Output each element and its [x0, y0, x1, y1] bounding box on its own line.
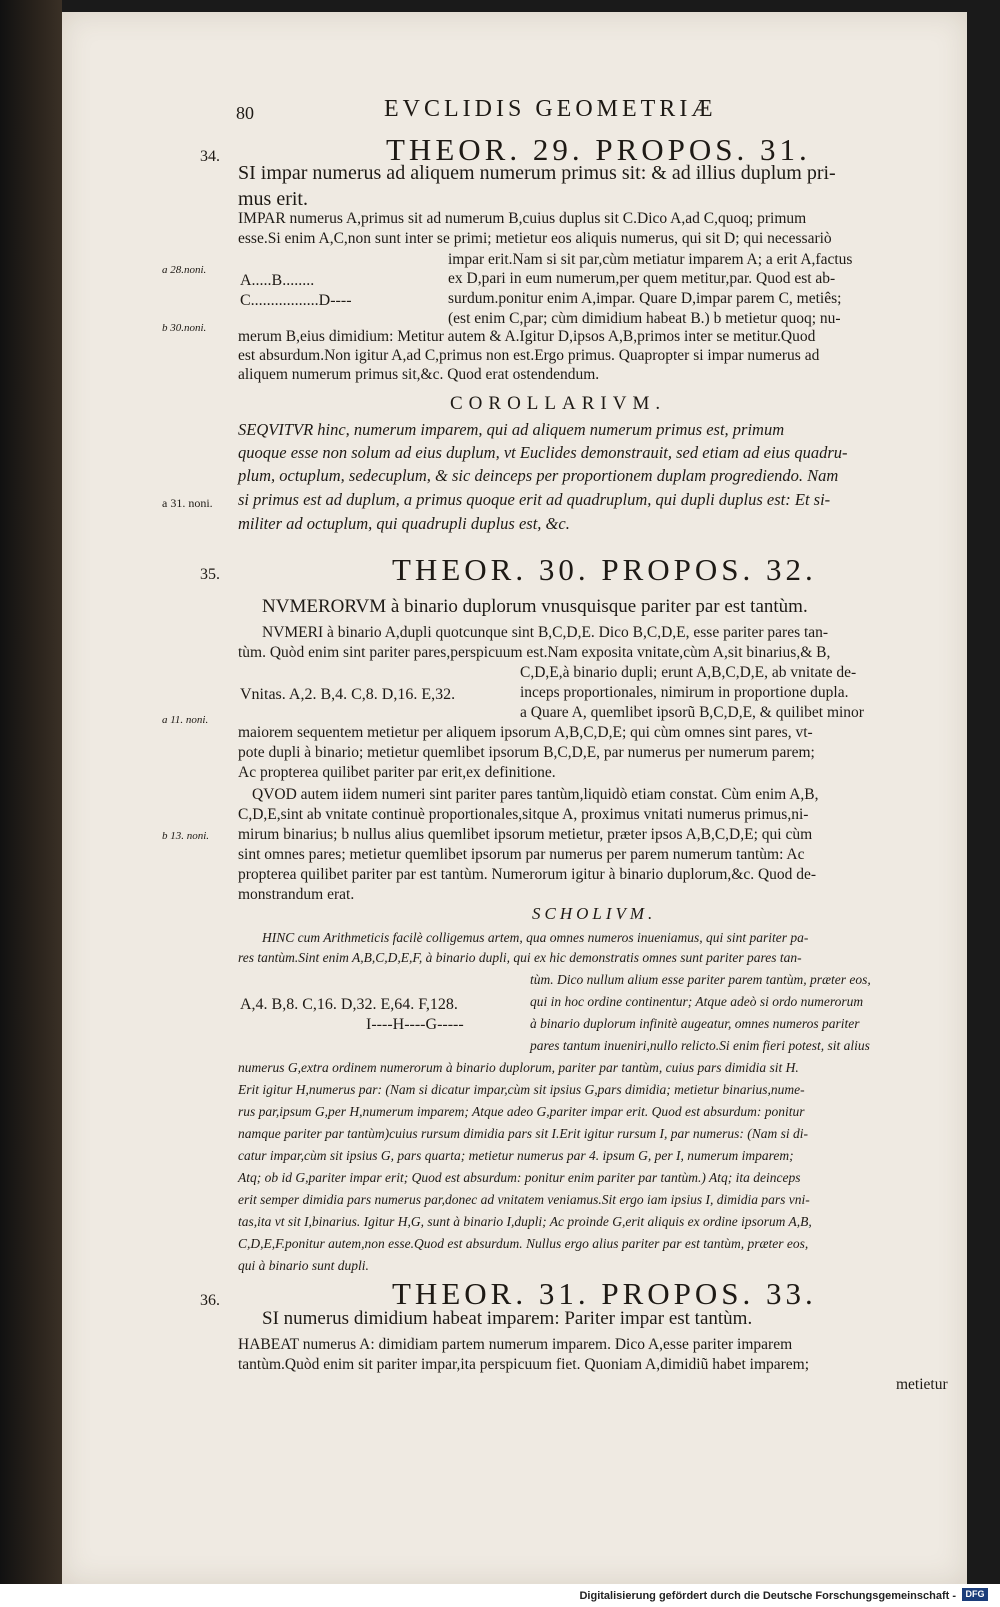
scholium-line: Erit igitur H,numerus par: (Nam si dicatur impar,cùm sit ipsius G,pars dimidia; metietur binarius,nume-	[238, 1082, 805, 1097]
proof-line: ex D,pari in eum numerum,per quem metitur,par. Quod est ab-	[448, 270, 836, 287]
proof-line: IMPAR numerus A,primus sit ad numerum B,cuius duplus sit C.Dico A,ad C,quoq; primum	[238, 210, 807, 227]
scholium-line: namque pariter par tantùm)cuius rursum dimidia pars sit I.Erit igitur rursum I, par numerus: (Nam si di-	[238, 1126, 809, 1141]
margin-note: a 28.noni.	[162, 264, 207, 276]
margin-note: b 30.noni.	[162, 322, 207, 334]
proof-line: HABEAT numerus A: dimidiam partem numerum imparem. Dico A,esse pariter imparem	[238, 1336, 793, 1353]
section-heading: THEOR. 29. PROPOS. 31.	[386, 132, 811, 167]
proof-line: surdum.ponitur enim A,impar. Quare D,impar parem C, metiês;	[448, 290, 842, 307]
section-number: 36.	[200, 1292, 220, 1309]
scholium-line: erit semper dimidia pars numerus par,donec ad vnitatem veniamus.Sit ergo iam ipsius I, dimidia pars vni-	[238, 1192, 810, 1207]
proof-line: inceps proportionales, nimirum in proportione dupla.	[520, 684, 849, 701]
scholium-line: qui in hoc ordine continentur; Atque adeò si ordo numerorum	[530, 994, 864, 1009]
scholium-line: HINC cum Arithmeticis facilè colligemus artem, qua omnes numeros inueniamus, qui sint pariter pa-	[262, 930, 809, 945]
margin-note: a 11. noni.	[162, 714, 209, 726]
enunciation-line: mus erit.	[238, 188, 308, 210]
section-number: 35.	[200, 566, 220, 583]
scholium-line: rus par,ipsum G,per H,numerum imparem; Atque adeo G,pariter impar erit. Quod est absurdum: ponitur	[238, 1104, 805, 1119]
proof-line: propterea quilibet pariter par est tantùm. Numerorum igitur à binario duplorum,&c. Quod de-	[238, 866, 817, 883]
running-head: EVCLIDIS GEOMETRIÆ	[384, 96, 717, 122]
corollary-line: si primus est ad duplum, a primus quoque erit ad quadruplum, qui dupli duplus est: Et si-	[238, 490, 831, 509]
scholium-line: Atq; ob id G,pariter impar erit; Quod est absurdum: ponitur enim pariter par tantùm.) Atq; ita deinceps	[238, 1170, 801, 1185]
proof-line: mirum binarius; b nullus alius quemlibet ipsorum metietur, præter ipsos A,B,C,D,E; qui cùm	[238, 826, 813, 843]
proof-line: pote dupli à binario; metietur quemlibet ipsorum B,C,D,E, par numerus per numerum parem;	[238, 744, 815, 761]
proof-line: C,D,E,sint ab vnitate continuè proportionales,sitque A, proximus vnitati numerus primus,ni-	[238, 806, 809, 823]
proof-line: NVMERI à binario A,dupli quotcunque sint B,C,D,E. Dico B,C,D,E, esse pariter pares tan-	[262, 624, 829, 641]
proof-line: est absurdum.Non igitur A,ad C,primus non est.Ergo primus. Quapropter si impar numerus ad	[238, 347, 820, 364]
catchword: metietur	[896, 1376, 948, 1393]
proof-line: a Quare A, quemlibet ipsorũ B,C,D,E, & quilibet minor	[520, 704, 864, 721]
page-number: 80	[236, 103, 254, 123]
proof-line: tùm. Quòd enim sint pariter pares,perspicuum est.Nam exposita vnitate,cùm A,sit binarius,& B,	[238, 644, 831, 661]
corollary-line: quoque esse non solum ad eius duplum, vt Euclides demonstrauit, sed etiam ad eius quadru-	[238, 443, 848, 462]
footer-credit: Digitalisierung gefördert durch die Deutsche Forschungsgemeinschaft -	[579, 1590, 956, 1602]
enunciation-line: SI numerus dimidium habeat imparem: Pariter impar est tantùm.	[262, 1308, 753, 1329]
book-spine-edge	[0, 0, 62, 1607]
diagram-line: Vnitas. A,2. B,4. C,8. D,16. E,32.	[240, 686, 456, 703]
proof-line: Ac propterea quilibet pariter par erit,ex definitione.	[238, 764, 556, 781]
scholium-line: à binario duplorum infinitè augeatur, omnes numeros pariter	[530, 1016, 860, 1031]
scholium-title: SCHOLIVM.	[532, 904, 657, 923]
corollary-line: militer ad octuplum, qui quadrupli duplus est, &c.	[238, 514, 570, 533]
proof-line: aliquem numerum primus sit,&c. Quod erat ostendendum.	[238, 366, 600, 383]
scholium-line: tas,ita vt sit I,binarius. Igitur H,G, sunt à binario I,dupli; Ac proinde G,erit aliquis ex ordine ipsorum A,B,	[238, 1214, 812, 1229]
margin-note: b 13. noni.	[162, 830, 210, 842]
proof-line: impar erit.Nam si sit par,cùm metiatur imparem A; a erit A,factus	[448, 251, 853, 268]
dfg-logo: DFG	[962, 1588, 988, 1601]
proof-line: (est enim C,par; cùm dimidium habeat B.) b metietur quoq; nu-	[448, 310, 841, 327]
proof-line: maiorem sequentem metietur per aliquem ipsorum A,B,C,D,E; qui cùm omnes sint pares, vt-	[238, 724, 813, 741]
section-heading: THEOR. 31. PROPOS. 33.	[392, 1276, 817, 1311]
enunciation-line: SI impar numerus ad aliquem numerum primus sit: & ad illius duplum pri-	[238, 162, 836, 184]
scholium-line: pares tantum inueniri,nullo relicto.Si enim fieri potest, sit alius	[530, 1038, 870, 1053]
diagram-line: C.................D----	[240, 292, 352, 309]
proof-line: sint omnes pares; metietur quemlibet ipsorum par numerus per parem numerum tantùm: Ac	[238, 846, 805, 863]
proof-line: QVOD autem iidem numeri sint pariter pares tantùm,liquidò etiam constat. Cùm enim A,B,	[252, 786, 819, 803]
corollary-line: plum, octuplum, sedecuplum, & sic deinceps per proportionem duplam progrediendo. Nam	[238, 466, 839, 485]
scholium-line: numerus G,extra ordinem numerorum à binario duplorum, pariter par tantùm, cuius pars dimidia sit H.	[238, 1060, 799, 1075]
proof-line: esse.Si enim A,C,non sunt inter se primi; metietur eos aliquis numerus, qui sit D; qui necessariò	[238, 230, 832, 247]
scholium-line: qui à binario sunt dupli.	[238, 1258, 369, 1273]
scholium-line: res tantùm.Sint enim A,B,C,D,E,F, à binario dupli, qui ex hic demonstratis omnes sunt pariter pares tan-	[238, 950, 802, 965]
proof-line: tantùm.Quòd enim sit pariter impar,ita perspicuum fiet. Quoniam A,dimidiũ habet imparem;	[238, 1356, 810, 1373]
corollary-line: SEQVITVR hinc, numerum imparem, qui ad aliquem numerum primus est, primum	[238, 420, 785, 439]
section-heading: THEOR. 30. PROPOS. 32.	[392, 552, 817, 587]
scholium-line: catur impar,cùm sit ipsius G, pars quarta; metietur numerus par 4. ipsum G, per I, numerum imparem;	[238, 1148, 794, 1163]
corollary-title: COROLLARIVM.	[450, 393, 667, 414]
diagram-line: A,4. B,8. C,16. D,32. E,64. F,128.	[240, 996, 458, 1013]
scholium-line: tùm. Dico nullum alium esse pariter parem tantùm, præter eos,	[530, 972, 871, 987]
section-number: 34.	[200, 148, 220, 165]
proof-line: C,D,E,à binario dupli; erunt A,B,C,D,E, ab vnitate de-	[520, 664, 857, 681]
scholium-line: C,D,E,F.ponitur autem,non esse.Quod est absurdum. Nullus ergo alius pariter par est tantùm, præter eos,	[238, 1236, 809, 1251]
margin-note: a 31. noni.	[162, 496, 213, 510]
diagram-line: I----H----G-----	[366, 1016, 464, 1033]
proof-line: monstrandum erat.	[238, 886, 355, 903]
proof-line: merum B,eius dimidium: Metitur autem & A.Igitur D,ipsos A,B,primos inter se metitur.Quod	[238, 328, 816, 345]
enunciation-line: NVMERORVM à binario duplorum vnusquisque pariter par est tantùm.	[262, 596, 808, 617]
diagram-line: A.....B........	[240, 272, 315, 289]
